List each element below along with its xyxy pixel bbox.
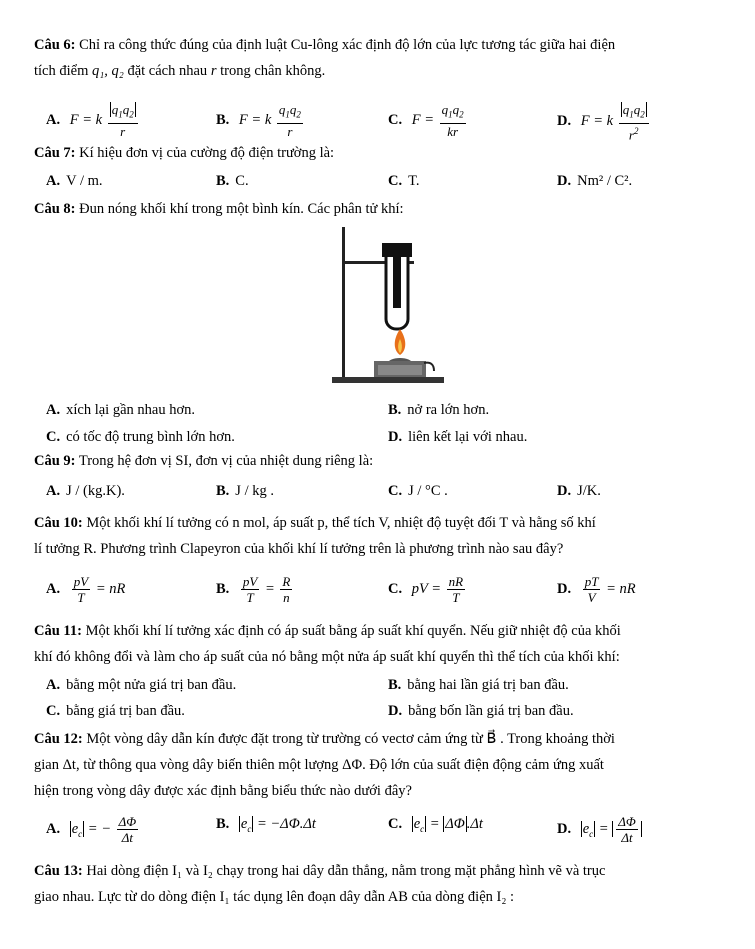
q9-option-c[interactable] — [388, 481, 448, 501]
question-11 — [34, 618, 733, 670]
question-text: trong chân không. — [220, 63, 326, 79]
option-letter: B. — [216, 111, 230, 128]
option-letter: B. — [216, 816, 230, 832]
option-letter: A. — [46, 483, 61, 499]
option-text: V / m. — [66, 173, 103, 189]
option-text: liên kết lại với nhau. — [408, 429, 528, 445]
option-text: bằng bốn lần giá trị ban đầu. — [408, 703, 574, 719]
q8-option-d[interactable] — [388, 427, 527, 447]
option-letter: A. — [46, 580, 61, 597]
q8-option-c[interactable] — [46, 427, 235, 447]
question-text: lí tưởng R. Phương trình Clapeyron của khối khí lí tưởng trên là phương trình nào sau đây? — [34, 541, 564, 557]
question-text: Một vòng dây dẫn kín được đặt trong từ trường có vectơ cảm ứng từ B⃗ . Trong khoảng thời — [86, 731, 615, 747]
question-10 — [34, 510, 733, 562]
question-text: Kí hiệu đơn vị của cường độ điện trường là: — [79, 145, 335, 161]
q10-option-b[interactable] — [216, 574, 294, 605]
question-9 — [34, 448, 733, 474]
q7-option-a[interactable] — [46, 171, 103, 191]
q11-option-c[interactable] — [46, 701, 185, 721]
option-letter: B. — [216, 483, 230, 499]
q6-option-b[interactable] — [216, 102, 305, 139]
question-text: Đun nóng khối khí trong một bình kín. Các phân tử khí: — [79, 201, 404, 217]
question-number: Câu 10: — [34, 515, 83, 531]
option-letter: A. — [46, 820, 61, 837]
q12-option-b[interactable] — [216, 814, 316, 839]
option-letter: D. — [557, 820, 572, 837]
q9-option-d[interactable] — [557, 481, 601, 501]
q6-option-a[interactable] — [46, 102, 140, 139]
q12-option-a[interactable] — [46, 814, 140, 845]
formula: pV = $\frac{nR}{T}$ — [411, 574, 464, 605]
question-text: giao nhau. Lực từ do dòng điện I₁ tác dụng lên đoạn dây dẫn AB của dòng điện I₂ : — [34, 889, 515, 905]
option-text: nở ra lớn hơn. — [407, 402, 490, 418]
formula: $\frac{pV}{T}$ = $\frac{R}{n}$ — [242, 574, 291, 605]
question-text: đặt cách nhau — [127, 63, 208, 79]
option-letter: D. — [557, 173, 572, 189]
formula: F = k $\frac{q_1q_2}{r^2}$ — [581, 113, 651, 129]
question-12 — [34, 726, 733, 804]
question-number: Câu 12: — [34, 731, 83, 747]
formula: $\frac{pT}{V}$ = nR — [584, 574, 636, 605]
formula: $e_c$ = − $\frac{\Delta\Phi}{\Delta t}$ — [71, 814, 137, 845]
q10-option-d[interactable] — [557, 574, 636, 605]
option-letter: A. — [46, 677, 61, 693]
question-text: Chỉ ra công thức đúng của định luật Cu-lông xác định độ lớn của lực tương tác giữa hai điện — [79, 37, 616, 53]
option-letter: D. — [388, 703, 403, 719]
question-7 — [34, 140, 733, 166]
question-text: Một khối khí lí tưởng có n mol, áp suất p, thể tích V, nhiệt độ tuyệt đối T và hằng số khí — [86, 515, 596, 531]
option-text: T. — [408, 173, 420, 189]
option-text: C. — [235, 173, 249, 189]
option-text: xích lại gần nhau hơn. — [66, 402, 195, 418]
question-text: khí đó không đổi và làm cho áp suất của nó bằng một nửa áp suất khí quyển thì thể tích của khối khí: — [34, 649, 620, 665]
formula: F = k $\frac{q_1q_2}{r}$ — [70, 112, 140, 128]
question-text: hiện trong vòng dây được xác định bằng biểu thức nào dưới đây? — [34, 783, 412, 799]
question-text: Trong hệ đơn vị SI, đơn vị của nhiệt dung riêng là: — [78, 453, 374, 469]
question-13 — [34, 858, 733, 910]
formula: F = k $\frac{q_1q_2}{r}$ — [238, 102, 301, 139]
q12-option-d[interactable] — [557, 814, 642, 845]
question-number: Câu 6: — [34, 37, 76, 53]
q9-option-a[interactable] — [46, 481, 125, 501]
option-letter: C. — [46, 703, 61, 719]
option-letter: C. — [46, 429, 61, 445]
q6-option-d[interactable] — [557, 102, 651, 142]
q7-option-c[interactable] — [388, 171, 420, 191]
question-number: Câu 11: — [34, 623, 82, 639]
option-text: J / °C . — [408, 483, 448, 499]
q10-option-c[interactable] — [388, 574, 467, 605]
question-8 — [34, 196, 733, 222]
option-letter: C. — [388, 816, 403, 832]
question-text: Hai dòng điện I₁ và I₂ chạy trong hai dây dẫn thẳng, nằm trong mặt phẳng hình vẽ và trục — [86, 863, 606, 879]
q11-option-d[interactable] — [388, 701, 574, 721]
option-letter: C. — [388, 483, 403, 499]
option-text: bằng giá trị ban đầu. — [66, 703, 185, 719]
option-text: bằng một nửa giá trị ban đầu. — [66, 677, 237, 693]
question-number: Câu 9: — [34, 453, 76, 469]
option-letter: D. — [557, 580, 572, 597]
math-vars: q₁, q₂ — [92, 63, 124, 79]
option-letter: B. — [388, 677, 402, 693]
option-text: J / (kg.K). — [66, 483, 125, 499]
math-var: r — [210, 63, 217, 79]
question-text: tích điểm — [34, 63, 89, 79]
q12-option-c[interactable] — [388, 814, 483, 839]
option-letter: A. — [46, 402, 61, 418]
q9-option-b[interactable] — [216, 481, 274, 501]
question-text: gian Δt, từ thông qua vòng dây biến thiên một lượng ΔΦ. Độ lớn của suất điện động cảm ứng xuất — [34, 757, 604, 773]
q10-option-a[interactable] — [46, 574, 125, 605]
question-number: Câu 8: — [34, 201, 76, 217]
q6-option-c[interactable] — [388, 102, 468, 139]
formula: $e_c = \Delta\Phi$ .Δt — [413, 816, 483, 834]
option-letter: D. — [557, 483, 572, 499]
formula: $e_c$ = $\frac{\Delta\Phi}{\Delta t}$ — [581, 821, 642, 837]
q7-option-d[interactable] — [557, 171, 632, 191]
option-text: bằng hai lần giá trị ban đầu. — [407, 677, 569, 693]
option-text: J / kg . — [235, 483, 274, 499]
option-letter: A. — [46, 173, 61, 189]
option-letter: B. — [216, 580, 230, 597]
option-letter: B. — [216, 173, 230, 189]
formula: $\frac{pV}{T}$ = nR — [73, 574, 126, 605]
question-text: Một khối khí lí tưởng xác định có áp suất bằng áp suất khí quyển. Nếu giữ nhiệt độ của khối — [85, 623, 621, 639]
q11-option-b[interactable] — [388, 675, 569, 695]
q8-option-a[interactable] — [46, 400, 195, 420]
option-text: Nm² / C². — [577, 173, 633, 189]
formula: F = $\frac{q_1q_2}{kr}$ — [411, 102, 464, 139]
option-letter: A. — [46, 111, 61, 128]
option-letter: C. — [388, 173, 403, 189]
option-letter: D. — [388, 429, 403, 445]
q11-option-a[interactable] — [46, 675, 236, 695]
question-number: Câu 13: — [34, 863, 83, 879]
formula: $e_c = -\Delta\Phi.\Delta t$ — [240, 816, 316, 834]
q7-option-b[interactable] — [216, 171, 249, 191]
option-text: J/K. — [577, 483, 601, 499]
option-letter: D. — [557, 113, 572, 130]
question-6 — [34, 32, 733, 84]
option-letter: C. — [388, 111, 403, 128]
question-number: Câu 7: — [34, 145, 76, 161]
heating-apparatus-figure — [312, 225, 444, 387]
option-letter: C. — [388, 580, 403, 597]
q8-option-b[interactable] — [388, 400, 489, 420]
option-letter: B. — [388, 402, 402, 418]
option-text: có tốc độ trung bình lớn hơn. — [66, 429, 235, 445]
